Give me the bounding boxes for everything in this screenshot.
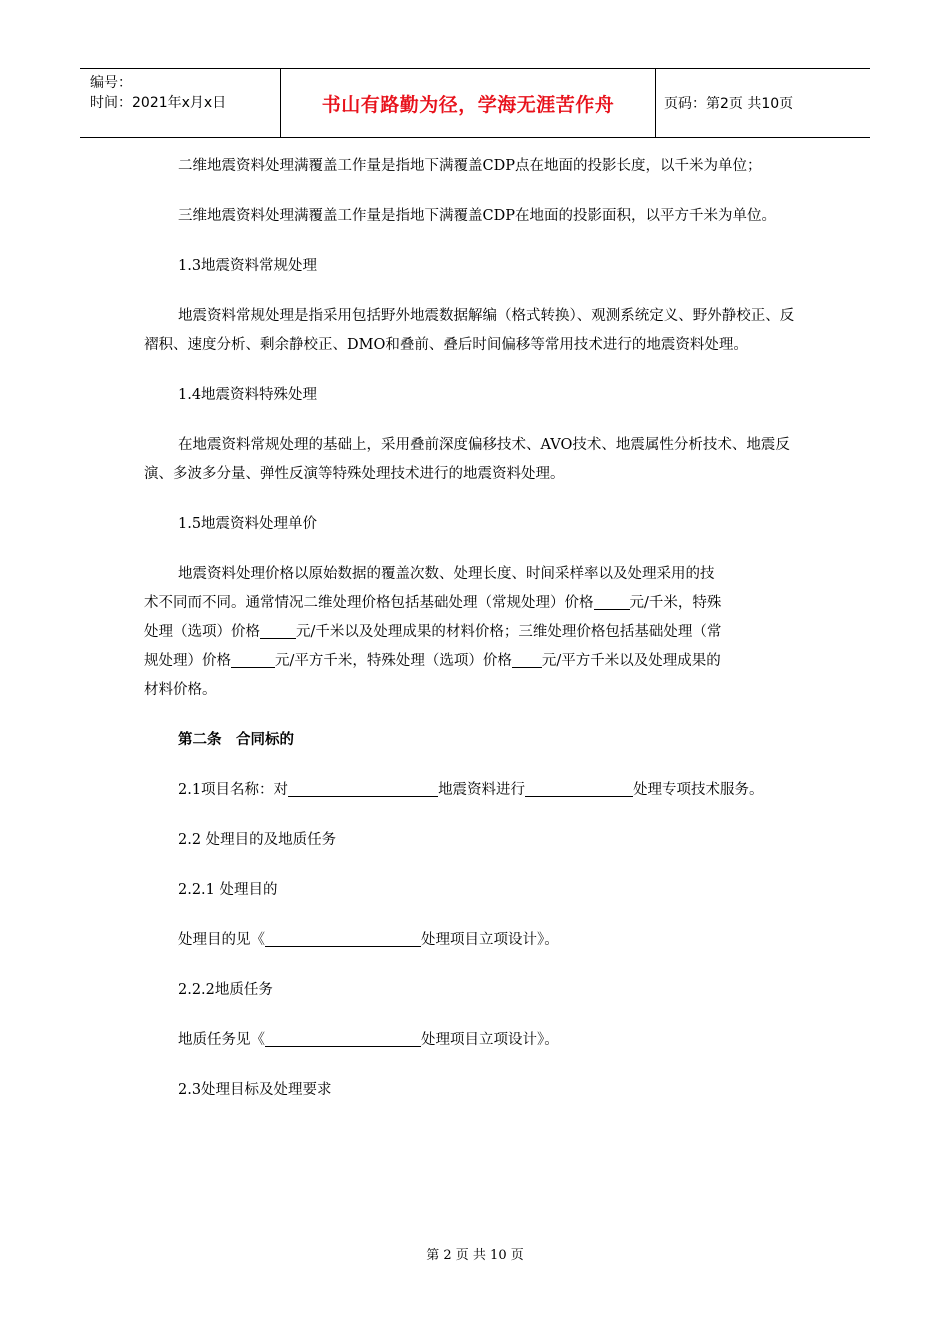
price-line-1: 地震资料处理价格以原始数据的覆盖次数、处理长度、时间采样率以及处理采用的技: [178, 566, 715, 582]
purpose-text-a: 处理目的见《: [178, 932, 265, 948]
blank-field[interactable]: [260, 622, 296, 639]
project-name-label: 2.1项目名称：对: [178, 782, 289, 798]
price-text-d: 元/千米以及处理成果的材料价格；三维处理价格包括基础处理（常: [296, 624, 722, 640]
geologic-task-line: [144, 1026, 804, 1055]
blank-field[interactable]: [265, 1030, 421, 1047]
section-2-2-1-heading: 2.2.1 处理目的: [178, 882, 278, 898]
task-text-a: 地质任务见《: [178, 1032, 265, 1048]
page-footer: 第 2 页 共 10 页: [426, 1248, 524, 1263]
article-2-heading: 第二条 合同标的: [178, 732, 294, 748]
paragraph-2d-workload: 二维地震资料处理满覆盖工作量是指地下满覆盖CDP点在地面的投影长度，以千米为单位；: [178, 158, 762, 174]
blank-field[interactable]: [231, 651, 275, 668]
doc-number-label: 编号：: [90, 75, 132, 91]
price-text-a: 术不同而不同。通常情况二维处理价格包括基础处理（常规处理）价格: [144, 595, 594, 611]
paragraph-conventional-processing: 地震资料常规处理是指采用包括野外地震数据解编（格式转换）、观测系统定义、野外静校正、反褶积、速度分析、剩余静校正、DMO和叠前、叠后时间偏移等常用技术进行的地震资料处理。: [144, 308, 795, 353]
header-page-info: 页码：第2页 共10页: [664, 96, 794, 112]
price-text-e: 规处理）价格: [144, 653, 231, 669]
header-motto: 书山有路勤为径，学海无涯苦作舟: [281, 69, 656, 137]
task-text-b: 处理项目立项设计》。: [421, 1032, 559, 1048]
blank-field[interactable]: [594, 593, 630, 610]
paragraph-unit-price: [144, 560, 804, 705]
paragraph-3d-workload: 三维地震资料处理满覆盖工作量是指地下满覆盖CDP在地面的投影面积，以平方千米为单位。: [178, 208, 776, 224]
blank-field[interactable]: [512, 651, 542, 668]
section-2-1-line: [144, 776, 804, 805]
price-line-3: [144, 618, 804, 647]
page-header: [80, 68, 870, 138]
price-line-5: 材料价格。: [144, 682, 217, 698]
project-name-end: 处理专项技术服务。: [633, 782, 764, 798]
project-name-mid: 地震资料进行: [438, 782, 526, 798]
section-2-2-2-heading: 2.2.2地质任务: [178, 982, 273, 998]
purpose-text-b: 处理项目立项设计》。: [421, 932, 559, 948]
price-text-c: 处理（选项）价格: [144, 624, 260, 640]
section-2-2-heading: 2.2 处理目的及地质任务: [178, 832, 337, 848]
blank-field[interactable]: [525, 780, 633, 797]
price-text-f: 元/平方千米，特殊处理（选项）价格: [275, 653, 512, 669]
paragraph-special-processing: 在地震资料常规处理的基础上，采用叠前深度偏移技术、AVO技术、地震属性分析技术、地震反演、多波多分量、弹性反演等特殊处理技术进行的地震资料处理。: [144, 437, 790, 482]
section-1-5-heading: 1.5地震资料处理单价: [178, 516, 318, 532]
price-text-b: 元/千米，特殊: [629, 595, 722, 611]
price-line-4: [144, 647, 804, 676]
blank-field[interactable]: [265, 930, 421, 947]
processing-purpose-line: [144, 926, 804, 955]
doc-time-label: 时间：2021年x月x日: [90, 95, 227, 111]
blank-field[interactable]: [288, 780, 438, 797]
section-1-3-heading: 1.3地震资料常规处理: [178, 258, 318, 274]
price-line-2: [144, 589, 804, 618]
header-meta: [80, 69, 281, 137]
section-2-3-heading: 2.3处理目标及处理要求: [178, 1082, 332, 1098]
section-1-4-heading: 1.4地震资料特殊处理: [178, 387, 318, 403]
price-text-g: 元/平方千米以及处理成果的: [541, 653, 721, 669]
document-body: [144, 152, 804, 1105]
